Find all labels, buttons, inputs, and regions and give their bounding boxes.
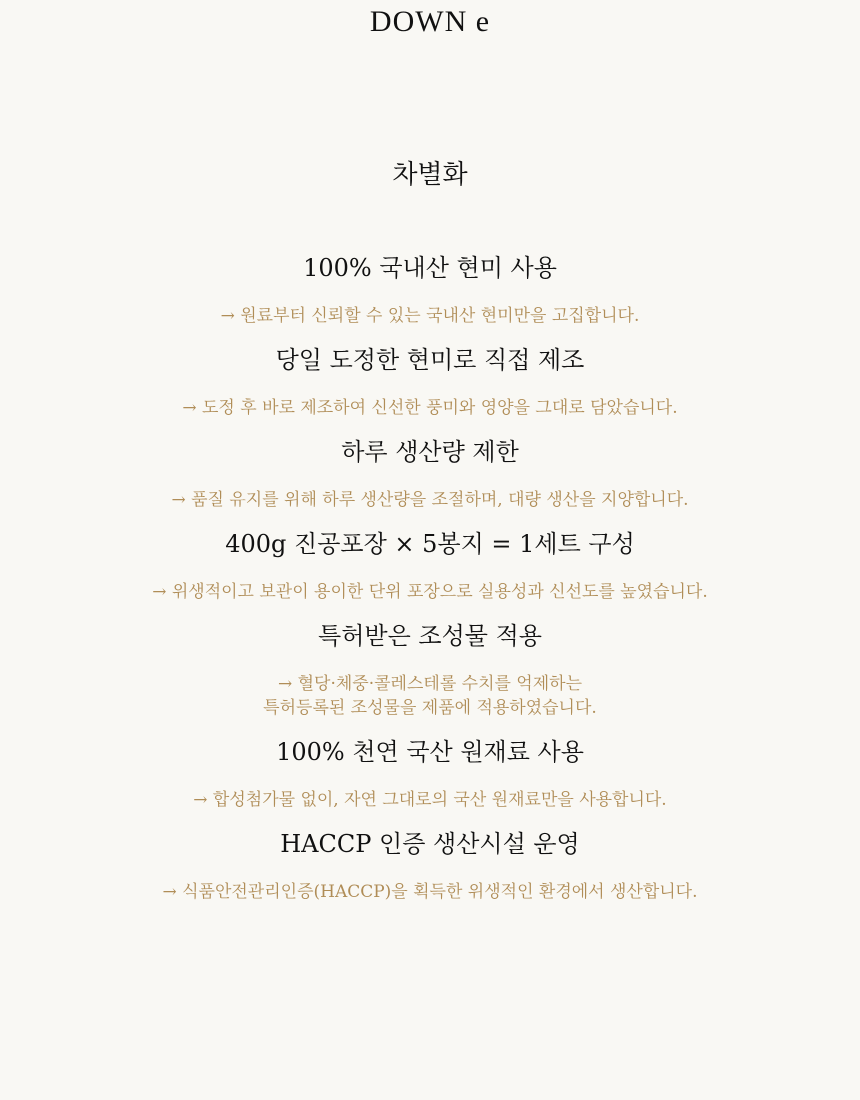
feature-title: 하루 생산량 제한: [341, 438, 519, 466]
feature-description-line: → 식품안전관리인증(HACCP)을 획득한 위생적인 환경에서 생산합니다.: [162, 882, 698, 902]
feature-description: [0, 396, 860, 420]
feature-list: [0, 250, 860, 918]
feature-description: [0, 672, 860, 720]
feature-title: 100% 천연 국산 원재료 사용: [276, 738, 584, 766]
feature-item: [0, 734, 860, 812]
feature-description: [0, 788, 860, 812]
feature-item: [0, 434, 860, 512]
feature-item: [0, 250, 860, 328]
feature-description-line: → 원료부터 신뢰할 수 있는 국내산 현미만을 고집합니다.: [220, 306, 640, 326]
brand-logo: DOWN e: [369, 5, 491, 38]
feature-item: [0, 342, 860, 420]
feature-description: [0, 304, 860, 328]
feature-description-line: → 혈당·체중·콜레스테롤 수치를 억제하는: [277, 674, 582, 694]
feature-description-line: → 도정 후 바로 제조하여 신선한 풍미와 영양을 그대로 담았습니다.: [182, 398, 678, 418]
section-title: 차별화: [392, 160, 468, 190]
feature-item: [0, 826, 860, 904]
feature-title: 당일 도정한 현미로 직접 제조: [275, 346, 585, 374]
feature-description-line: 특허등록된 조성물을 제품에 적용하였습니다.: [263, 698, 597, 718]
feature-description: [0, 880, 860, 904]
feature-title: 100% 국내산 현미 사용: [303, 254, 557, 282]
feature-description: [0, 580, 860, 604]
feature-description: [0, 488, 860, 512]
feature-description-line: → 위생적이고 보관이 용이한 단위 포장으로 실용성과 신선도를 높였습니다.: [152, 582, 708, 602]
feature-title: HACCP 인증 생산시설 운영: [280, 830, 580, 858]
feature-description-line: → 합성첨가물 없이, 자연 그대로의 국산 원재료만을 사용합니다.: [193, 790, 667, 810]
feature-item: [0, 526, 860, 604]
feature-title: 특허받은 조성물 적용: [318, 622, 542, 650]
feature-title: 400g 진공포장 × 5봉지 = 1세트 구성: [225, 530, 635, 558]
feature-item: [0, 618, 860, 720]
feature-description-line: → 품질 유지를 위해 하루 생산량을 조절하며, 대량 생산을 지양합니다.: [171, 490, 689, 510]
